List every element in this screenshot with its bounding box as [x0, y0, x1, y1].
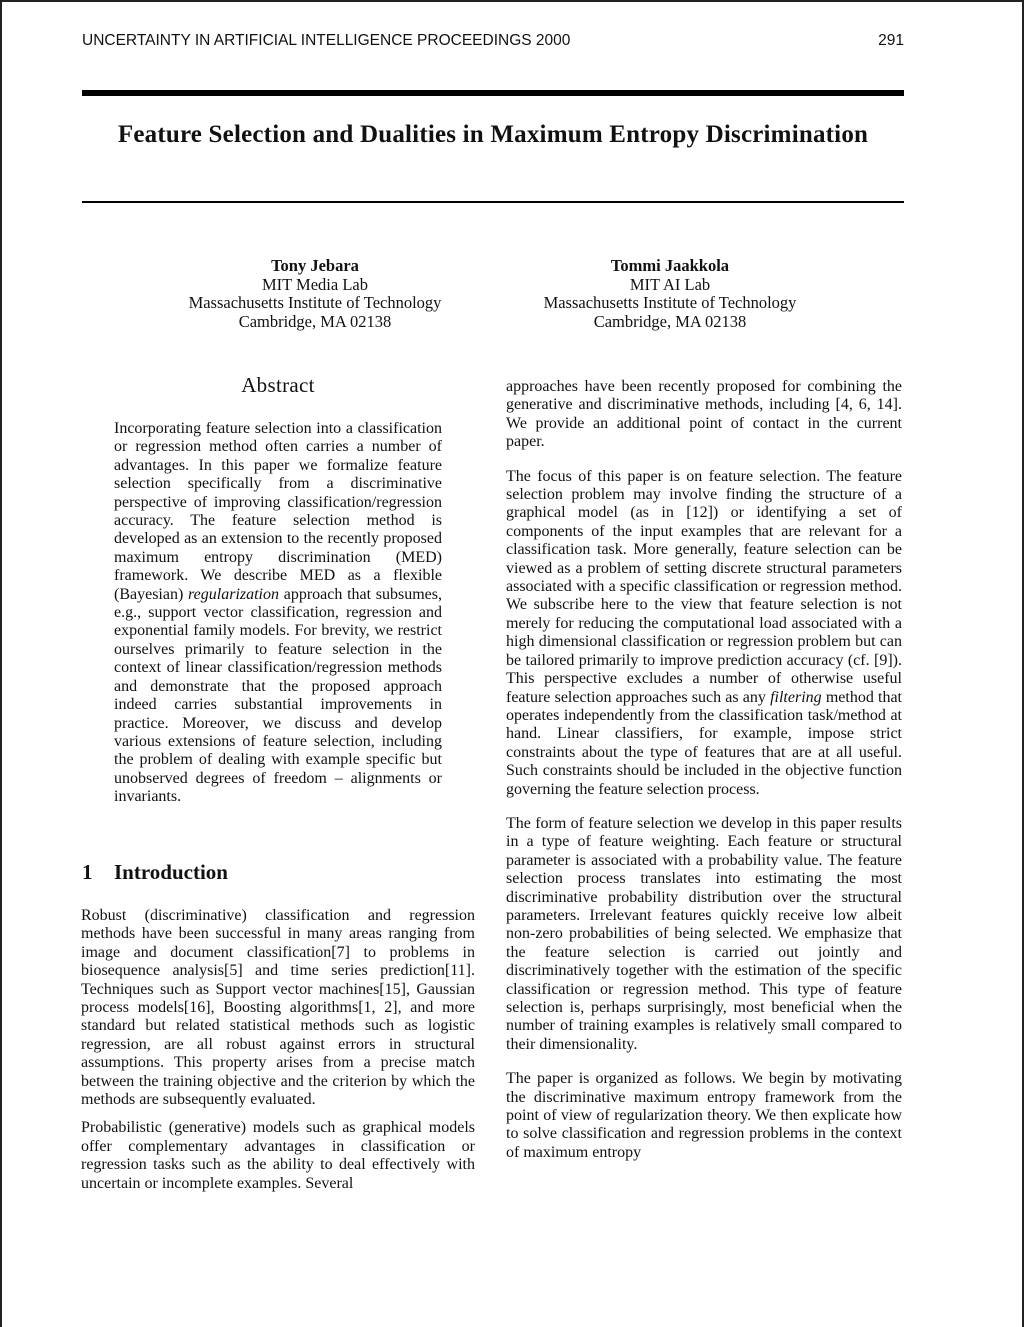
- right-paragraph-2-text-a: The focus of this paper is on feature selection. The feature selection problem may involve finding the structure of a graphical model (as in [12]) or identifying a set of components of the input examples that are relevant for a classification task. More generally, feature selection can be viewed as a problem of setting discrete structural parameters associated with a specific classification or regression method. We subscribe here to the view that feature selection is not merely for reducing the computational load associated with a high dimensional classification or regression problem but can be tailored primarily to improve prediction accuracy (cf. [9]). This perspective excludes a number of otherwise useful feature selection approaches such as any: [506, 467, 902, 706]
- right-paragraph-3: The form of feature selection we develop in this paper results in a type of feature weighting. Each feature or structural parameter is associated with a probability value. The feature selection process translates into estimating the most discriminative probability distribution over the structural parameters. Irrelevant features quickly receive low albeit non-zero probabilities of being selected. We emphasize that the feature selection is carried out jointly and discriminatively together with the estimation of the specific classification or regression method. This type of feature selection is, perhaps surprisingly, most beneficial when the number of training examples is relatively small compared to their dimensionality.: [506, 814, 902, 1053]
- left-column-body: [81, 907, 475, 1203]
- right-column-body: [506, 378, 902, 1172]
- right-paragraph-4: The paper is organized as follows. We begin by motivating the discriminative maximum entropy framework from the point of view of regularization theory. We then explicate how to solve classification and regression problems in the context of maximum entropy: [506, 1070, 902, 1161]
- page-border-left: [0, 0, 2, 1327]
- abstract-paragraph: [114, 420, 442, 807]
- page-number: 291: [878, 32, 904, 49]
- title-rule-bottom: [82, 201, 904, 203]
- author-lab: MIT Media Lab: [261, 274, 368, 294]
- section-number: 1: [82, 860, 93, 884]
- author-institution: Massachusetts Institute of Technology: [543, 293, 797, 312]
- abstract-text-a: Incorporating feature selection into a classification or regression method often carries a number of advantages. In this paper we formalize feature selection specifically from a discriminative perspective of improving classification/regression accuracy. The feature selection method is developed as an extension to the recently proposed maximum entropy discrimination (MED) framework. We describe MED as a flexible (Bayesian): [114, 420, 442, 603]
- author-block-2: [490, 257, 850, 331]
- right-paragraph-2-emphasis: filtering: [770, 688, 822, 706]
- author-block-1: [135, 257, 495, 331]
- abstract-text-b: approach that subsumes, e.g., support vector classification, regression and exponential family models. For brevity, we restrict ourselves primarily to feature selection in the context of linear classification/regression methods and demonstrate that the proposed approach indeed carries substantial improvements in practice. Moreover, we discuss and develop various extensions of feature selection, including the problem of dealing with example specific but unobserved degrees of freedom – alignments or invariants.: [114, 585, 442, 806]
- author-name: Tony Jebara: [271, 256, 359, 275]
- intro-paragraph-2: Probabilistic (generative) models such as graphical models offer complementary advantages in classification or regression tasks such as the ability to deal effectively with uncertain or incomplete examples. Several: [81, 1119, 475, 1192]
- section-heading-introduction: [82, 860, 228, 885]
- author-lab: MIT AI Lab: [629, 274, 711, 294]
- title-rule-top: [82, 90, 904, 96]
- right-paragraph-1: approaches have been recently proposed for combining the generative and discriminative methods, including [4, 6, 14]. We provide an additional point of contact in the current paper.: [506, 378, 902, 451]
- author-institution: Massachusetts Institute of Technology: [188, 293, 442, 312]
- author-name: Tommi Jaakkola: [610, 256, 730, 275]
- intro-paragraph-1: Robust (discriminative) classification and regression methods have been successful in many areas ranging from image and document classification[7] to problems in biosequence analysis[5] and time series prediction[11]. Techniques such as Support vector machines[15], Gaussian process models[16], Boosting algorithms[1, 2], and more standard but related statistical methods such as logistic regression, are all robust against errors in structural assumptions. This property arises from a precise match between the training objective and the criterion by which the methods are subsequently evaluated.: [81, 907, 475, 1109]
- paper-title: Feature Selection and Dualities in Maximum Entropy Discrimination: [117, 121, 869, 148]
- running-head: UNCERTAINTY IN ARTIFICIAL INTELLIGENCE PROCEEDINGS 2000: [82, 32, 571, 49]
- author-address: Cambridge, MA 02138: [238, 311, 392, 331]
- abstract-text-emphasis: regularization: [188, 585, 279, 603]
- section-title: Introduction: [114, 860, 228, 884]
- right-paragraph-2: [506, 468, 902, 799]
- page-border-top: [0, 0, 1024, 2]
- abstract-body: [114, 420, 442, 817]
- right-paragraph-2-text-b: method that operates independently from the classification task/method at hand. Linear classifiers, for example, impose strict constraints about the type of features that are at all useful. Such constraints should be included in the objective function governing the feature selection process.: [506, 688, 903, 798]
- author-address: Cambridge, MA 02138: [593, 311, 747, 331]
- abstract-heading: Abstract: [241, 373, 315, 397]
